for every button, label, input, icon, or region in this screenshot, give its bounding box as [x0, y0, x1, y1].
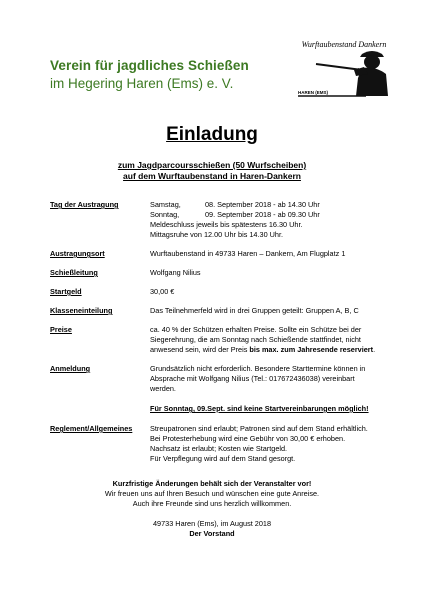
- logo-subtitle: HAREN (EMS): [298, 90, 328, 95]
- prize-text-line: [150, 345, 380, 355]
- detail-value: [150, 325, 380, 355]
- prize-text-line: Siegerehrung, die am Sonntag nach Schießende stattfindet, nicht: [150, 335, 361, 344]
- prize-text-part: .: [373, 345, 376, 354]
- changes-disclaimer: Kurzfristige Änderungen behält sich der Veranstalter vor!: [112, 479, 312, 488]
- detail-row-director: [50, 268, 380, 278]
- details-section: [50, 200, 380, 464]
- logo-title: Wurftaubenstand Dankern: [301, 40, 387, 49]
- detail-label: Schießleitung: [50, 268, 98, 277]
- detail-row-date: [50, 200, 380, 240]
- registration-text-line: Grundsätzlich nicht erforderlich. Besondere Starttermine können in: [150, 364, 366, 373]
- detail-value: 30,00 €: [150, 287, 175, 296]
- day-name: Samstag,: [150, 200, 181, 209]
- registration-text-line: Absprache mit Wolfgang Nilius (Tel.: 017672436038) vereinbart: [150, 374, 355, 383]
- deadline-note: Meldeschluss jeweils bis spätestens 16.30 Uhr.: [150, 220, 303, 229]
- detail-value: [150, 364, 380, 414]
- day-date: 09. September 2018 - ab 09.30 Uhr: [205, 210, 320, 219]
- rules-text-line: Streupatronen sind erlaubt; Patronen sind auf dem Stand erhältlich.: [150, 424, 368, 433]
- detail-row-rules: [50, 424, 380, 464]
- prize-reserve-note: bis max. zum Jahresende reserviert: [249, 345, 374, 354]
- registration-notice: Für Sonntag, 09.Sept. sind keine Startvereinbarungen möglich!: [150, 404, 369, 413]
- rules-text-line: Für Verpflegung wird auf dem Stand gesorgt.: [150, 454, 296, 463]
- detail-value: Wolfgang Nilius: [150, 268, 201, 277]
- day-name: Sonntag,: [150, 210, 180, 219]
- rules-text-line: Nachsatz ist erlaubt; Kosten wie Startgeld.: [150, 444, 288, 453]
- detail-row-registration: [50, 364, 380, 414]
- detail-value: [150, 200, 380, 240]
- detail-value: Das Teilnehmerfeld wird in drei Gruppen geteilt: Gruppen A, B, C: [150, 306, 359, 315]
- place-date: 49733 Haren (Ems), im August 2018: [152, 519, 272, 528]
- subtitle-line1: zum Jagdparcoursschießen (50 Wurfscheiben): [117, 160, 307, 170]
- club-name-line2: im Hegering Haren (Ems) e. V.: [50, 76, 234, 91]
- friends-welcome-line: Auch ihre Freunde sind uns herzlich willkommen.: [132, 499, 292, 508]
- prize-text-part: anwesend sein, wird der Preis: [150, 345, 250, 354]
- rules-text-line: Bei Protesterhebung wird eine Gebühr von 30,00 € erhoben.: [150, 434, 346, 443]
- detail-label: Tag der Austragung: [50, 200, 119, 209]
- lunch-break-note: Mittagsruhe von 12.00 Uhr bis 14.30 Uhr.: [150, 230, 284, 239]
- detail-value: [150, 424, 380, 464]
- page-title: Einladung: [166, 124, 258, 145]
- club-name-line1: Verein für jagdliches Schießen: [50, 58, 249, 73]
- signature: Der Vorstand: [189, 529, 235, 538]
- day-date: 08. September 2018 - ab 14.30 Uhr: [205, 200, 320, 209]
- footer: [0, 479, 424, 539]
- detail-label: Austragungsort: [50, 249, 105, 258]
- detail-row-venue: [50, 249, 380, 259]
- detail-label: Preise: [50, 325, 72, 334]
- detail-label: Startgeld: [50, 287, 82, 296]
- detail-row-fee: [50, 287, 380, 297]
- detail-label: Anmeldung: [50, 364, 91, 373]
- prize-text-line: ca. 40 % der Schützen erhalten Preise. Sollte ein Schütze bei der: [150, 325, 362, 334]
- registration-text-line: werden.: [150, 384, 176, 393]
- detail-row-prizes: [50, 325, 380, 355]
- welcome-line: Wir freuen uns auf Ihren Besuch und wünschen eine gute Anreise.: [104, 489, 320, 498]
- detail-label: Reglement/Allgemeines: [50, 424, 133, 433]
- subtitle-line2: auf dem Wurftaubenstand in Haren-Dankern: [123, 171, 301, 181]
- detail-value: Wurftaubenstand in 49733 Haren – Dankern, Am Flugplatz 1: [150, 249, 346, 258]
- detail-label: Klasseneinteilung: [50, 306, 113, 315]
- detail-row-classes: [50, 306, 380, 316]
- club-logo: [296, 40, 392, 104]
